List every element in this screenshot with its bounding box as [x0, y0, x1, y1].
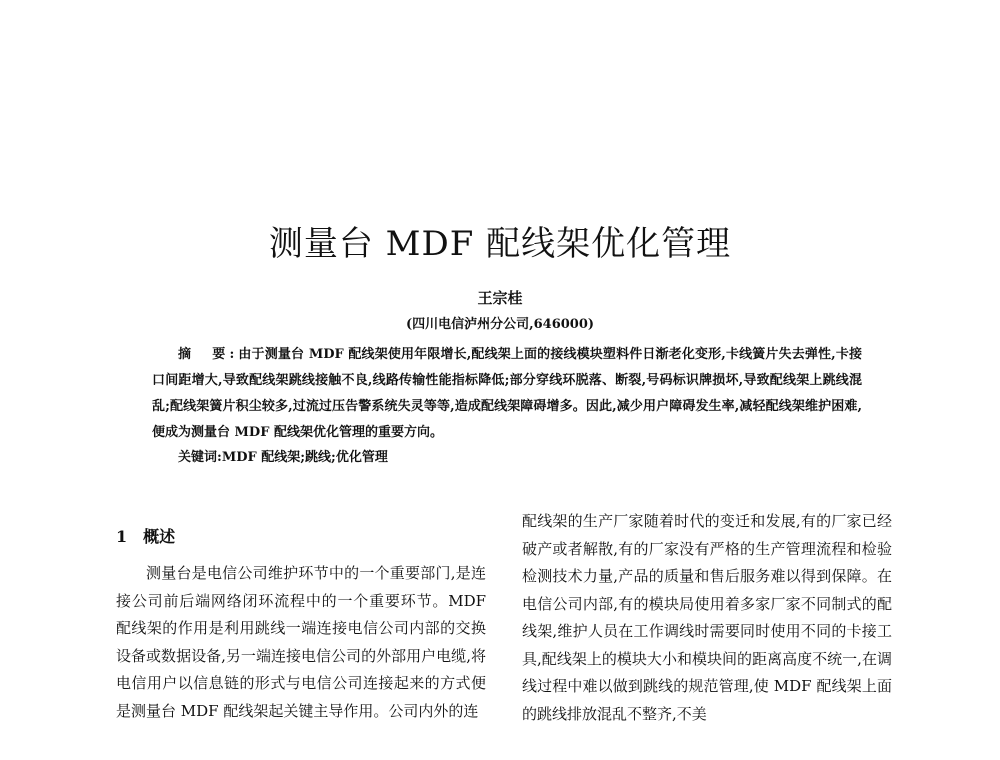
- keywords: [178, 446, 388, 470]
- keywords-label: 关键词:: [178, 450, 222, 465]
- abstract-text: 由于测量台 MDF 配线架使用年限增长,配线架上面的接线模块塑料件日渐老化变形,卡线簧片失去弹性,卡接口间距增大,导致配线架跳线接触不良,线路传输性能指标降低;部分穿线环脱落、断裂,号码标识牌损坏,导致配线架上跳线混乱;配线架簧片积尘较多,过流过压告警系统失灵等等,造成配线架障碍增多。因此,减少用户障碍发生率,减轻配线架维护困难,便成为测量台 MDF 配线架优化管理的重要方向。: [152, 347, 862, 440]
- right-column: [522, 508, 892, 728]
- section-1-heading: 1 概述: [116, 527, 176, 546]
- paper-title: 测量台 MDF 配线架优化管理: [268, 224, 732, 264]
- keywords-text: MDF 配线架;跳线;优化管理: [221, 450, 388, 465]
- abstract-label: 摘 要:: [178, 347, 239, 362]
- right-column-paragraph: 配线架的生产厂家随着时代的变迁和发展,有的厂家已经破产或者解散,有的厂家没有严格的生产管理流程和检验检测技术力量,产品的质量和售后服务难以得到保障。在电信公司内部,有的模块局使用着多家厂家不同制式的配线架,维护人员在工作调线时需要同时使用不同的卡接工具,配线架上的模块大小和模块间的距离高度不统一,在调线过程中难以做到跳线的规范管理,使 MDF 配线架上面的跳线排放混乱不整齐,不美: [522, 512, 892, 723]
- author-affiliation: (四川电信泸州分公司,646000): [405, 317, 595, 332]
- author-name: 王宗桂: [477, 289, 523, 307]
- abstract: [152, 342, 862, 446]
- left-column: [116, 560, 486, 725]
- left-column-paragraph: 测量台是电信公司维护环节中的一个重要部门,是连接公司前后端网络闭环流程中的一个重要环节。MDF 配线架的作用是利用跳线一端连接电信公司内部的交换设备或数据设备,另一端连接电信公司的外部用户电缆,将电信用户以信息链的形式与电信公司连接起来的方式便是测量台 MDF 配线架起关键主导作用。公司内外的连: [116, 564, 486, 720]
